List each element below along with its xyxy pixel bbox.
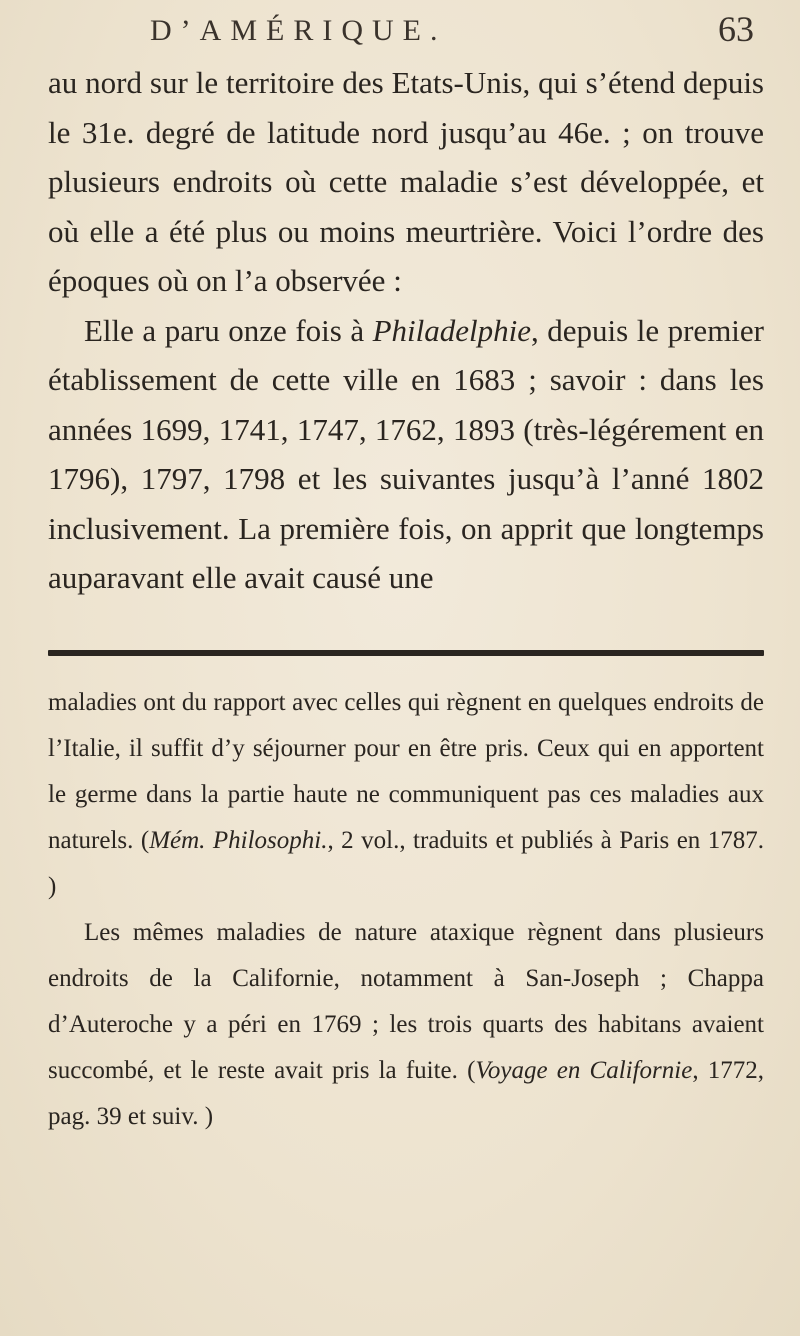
footnote-1-work-title: Mém. Philosophi. (149, 827, 328, 854)
page-number: 63 (718, 9, 754, 49)
footnote-paragraph-2 (48, 910, 764, 1140)
footnote-1-rest: , 2 vol., traduits et publiés à Paris en 1787. ) (48, 827, 764, 900)
main-text (48, 58, 764, 603)
place-name: Philadelphie (372, 312, 532, 348)
main-paragraph-2 (48, 306, 764, 603)
footnote (48, 680, 764, 1140)
footnote-2-rest: , 1772, pag. 39 et suiv. ) (48, 1057, 764, 1130)
footnote-2-start: Les mêmes maladies de nature ataxique règnent dans plusieurs endroits de la Californie, notamment à San-Joseph ; Chappa d’Auteroche y a péri en 1769 ; les trois quarts des habitans avaient succombé, et le reste avait pris la fuite. ( (48, 919, 764, 1084)
footnote-paragraph-1 (48, 680, 764, 910)
main-paragraph-1: au nord sur le territoire des Etats-Unis, qui s’étend depuis le 31e. degré de latitude nord jusqu’au 46e. ; on trouve plusieurs endroits où cette maladie s’est développée, et où elle a été plus ou moins meurtrière. Voici l’ordre des époques où on l’a observée : (48, 65, 764, 298)
main-paragraph-2-rest: , depuis le premier établissement de cette ville en 1683 ; savoir : dans les années 1699, 1741, 1747, 1762, 1893 (très-légérement en 1796), 1797, 1798 et les suivantes jusqu’à l’anné 1802 inclusivement. La première fois, on apprit que longtemps auparavant elle avait causé une (48, 312, 764, 595)
running-title: D’AMÉRIQUE. (150, 14, 447, 47)
main-paragraph-2-start: Elle a paru onze fois à (84, 312, 373, 348)
footnote-1-start: maladies ont du rapport avec celles qui règnent en quelques endroits de l’Italie, il suffit d’y séjourner pour en être pris. Ceux qui en apportent le germe dans la partie haute ne communiquent pas ces maladies aux naturels. ( (48, 689, 764, 854)
footnote-2-work-title: Voyage en Californie (475, 1057, 693, 1084)
footnote-divider (48, 650, 764, 656)
